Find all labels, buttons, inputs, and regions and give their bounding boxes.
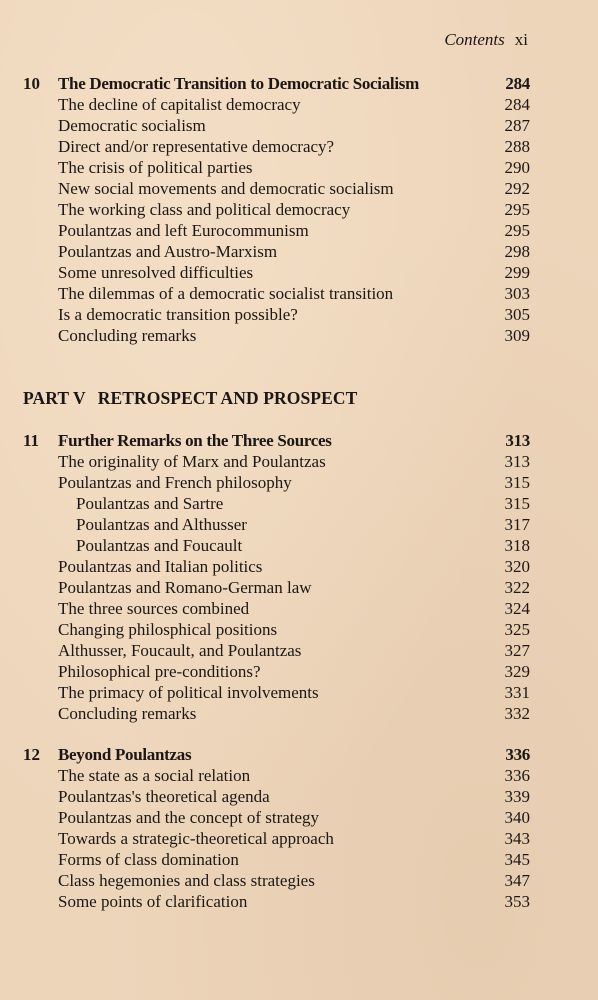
toc-entry xyxy=(0,556,598,577)
entry-page-number: 315 xyxy=(504,473,530,492)
entry-page-number: 353 xyxy=(504,892,530,911)
chapter-page-number: 336 xyxy=(505,745,530,764)
toc-subentry xyxy=(0,535,598,556)
entry-page-number: 288 xyxy=(504,137,530,156)
entry-title: Democratic socialism xyxy=(58,116,206,135)
toc-subentry xyxy=(0,493,598,514)
part-label: PART V xyxy=(23,388,86,408)
entry-page-number: 295 xyxy=(504,221,530,240)
toc-entry xyxy=(0,451,598,472)
entry-title: Towards a strategic-theoretical approach xyxy=(58,829,334,848)
entry-page-number: 322 xyxy=(504,578,530,597)
entry-title: Some unresolved difficulties xyxy=(58,263,254,282)
entry-page-number: 295 xyxy=(504,200,530,219)
entry-page-number: 324 xyxy=(504,599,530,618)
toc-entry xyxy=(0,94,598,115)
entry-page-number: 347 xyxy=(504,871,530,890)
running-head xyxy=(444,30,528,50)
toc-subentry xyxy=(0,514,598,535)
entry-page-number: 292 xyxy=(504,179,530,198)
entry-page-number: 329 xyxy=(504,662,530,681)
entry-title: Changing philosphical positions xyxy=(58,620,278,639)
toc-entry xyxy=(0,178,598,199)
entry-title: Poulantzas and left Eurocommunism xyxy=(58,221,309,240)
toc-entry xyxy=(0,807,598,828)
running-head-title: Contents xyxy=(444,30,505,49)
chapter-10-section xyxy=(0,73,598,346)
entry-page-number: 284 xyxy=(504,95,530,114)
entry-page-number: 303 xyxy=(504,284,530,303)
entry-title: Poulantzas's theoretical agenda xyxy=(58,787,270,806)
toc-entry xyxy=(0,241,598,262)
toc-entry xyxy=(0,115,598,136)
chapter-title: The Democratic Transition to Democratic Socialism xyxy=(58,74,419,93)
toc-entry xyxy=(0,325,598,346)
entry-page-number: 287 xyxy=(504,116,530,135)
toc-entry xyxy=(0,157,598,178)
entry-title: Forms of class domination xyxy=(58,850,239,869)
toc-entry xyxy=(0,703,598,724)
toc-entry xyxy=(0,304,598,325)
entry-title: Poulantzas and the concept of strategy xyxy=(58,808,320,827)
entry-title: The crisis of political parties xyxy=(58,158,253,177)
entry-page-number: 305 xyxy=(504,305,530,324)
running-head-page-number: xi xyxy=(514,30,528,49)
chapter-number: 10 xyxy=(23,74,40,93)
toc-entry xyxy=(0,828,598,849)
entry-title: Concluding remarks xyxy=(58,704,197,723)
entry-title: Poulantzas and Sartre xyxy=(76,494,224,513)
entry-title: Some points of clarification xyxy=(58,892,248,911)
entry-page-number: 327 xyxy=(504,641,530,660)
chapter-heading xyxy=(0,73,598,94)
entry-title: Poulantzas and Austro-Marxism xyxy=(58,242,278,261)
chapter-heading xyxy=(0,744,598,765)
entry-title: The state as a social relation xyxy=(58,766,251,785)
toc-entry xyxy=(0,891,598,912)
entry-page-number: 317 xyxy=(504,515,530,534)
entry-page-number: 313 xyxy=(504,452,530,471)
toc-entry xyxy=(0,136,598,157)
entry-page-number: 325 xyxy=(504,620,530,639)
toc-entry xyxy=(0,262,598,283)
toc-entry xyxy=(0,661,598,682)
toc-entry xyxy=(0,619,598,640)
entry-title: Concluding remarks xyxy=(58,326,197,345)
entry-title: New social movements and democratic socialism xyxy=(58,179,394,198)
entry-page-number: 332 xyxy=(504,704,530,723)
toc-entry xyxy=(0,199,598,220)
entry-title: The originality of Marx and Poulantzas xyxy=(58,452,326,471)
entry-title: Poulantzas and Italian politics xyxy=(58,557,263,576)
entry-page-number: 318 xyxy=(504,536,530,555)
toc-entry xyxy=(0,598,598,619)
toc-entry xyxy=(0,765,598,786)
toc-entry xyxy=(0,472,598,493)
entry-page-number: 299 xyxy=(504,263,530,282)
part-title: RETROSPECT AND PROSPECT xyxy=(97,388,358,408)
chapter-title: Further Remarks on the Three Sources xyxy=(58,431,332,450)
entry-title: Poulantzas and Foucault xyxy=(76,536,243,555)
entry-title: The primacy of political involvements xyxy=(58,683,319,702)
chapter-heading xyxy=(0,430,598,451)
part-heading xyxy=(23,388,357,409)
entry-title: Poulantzas and French philosophy xyxy=(58,473,292,492)
chapter-title: Beyond Poulantzas xyxy=(58,745,192,764)
toc-entry xyxy=(0,682,598,703)
entry-page-number: 290 xyxy=(504,158,530,177)
toc-entry xyxy=(0,786,598,807)
entry-page-number: 339 xyxy=(504,787,530,806)
toc-entry xyxy=(0,220,598,241)
toc-entry xyxy=(0,870,598,891)
entry-title: Class hegemonies and class strategies xyxy=(58,871,315,890)
entry-title: The three sources combined xyxy=(58,599,250,618)
entry-page-number: 331 xyxy=(504,683,530,702)
entry-title: The decline of capitalist democracy xyxy=(58,95,301,114)
entry-title: Direct and/or representative democracy? xyxy=(58,137,335,156)
entry-page-number: 345 xyxy=(504,850,530,869)
toc-entry xyxy=(0,640,598,661)
chapter-11-section xyxy=(0,430,598,724)
entry-page-number: 340 xyxy=(504,808,530,827)
chapter-number: 11 xyxy=(23,431,40,450)
entry-title: Althusser, Foucault, and Poulantzas xyxy=(58,641,302,660)
chapter-12-section xyxy=(0,744,598,912)
toc-entry xyxy=(0,849,598,870)
entry-title: Is a democratic transition possible? xyxy=(58,305,298,324)
entry-title: Poulantzas and Althusser xyxy=(76,515,247,534)
entry-page-number: 298 xyxy=(504,242,530,261)
chapter-page-number: 313 xyxy=(505,431,530,450)
chapter-page-number: 284 xyxy=(505,74,530,93)
entry-page-number: 315 xyxy=(504,494,530,513)
toc-entry xyxy=(0,577,598,598)
entry-page-number: 309 xyxy=(504,326,530,345)
entry-title: The working class and political democracy xyxy=(58,200,351,219)
chapter-number: 12 xyxy=(23,745,40,764)
entry-page-number: 343 xyxy=(504,829,530,848)
entry-title: Poulantzas and Romano-German law xyxy=(58,578,312,597)
entry-title: The dilemmas of a democratic socialist transition xyxy=(58,284,394,303)
entry-page-number: 336 xyxy=(504,766,530,785)
entry-title: Philosophical pre-conditions? xyxy=(58,662,261,681)
toc-entry xyxy=(0,283,598,304)
entry-page-number: 320 xyxy=(504,557,530,576)
